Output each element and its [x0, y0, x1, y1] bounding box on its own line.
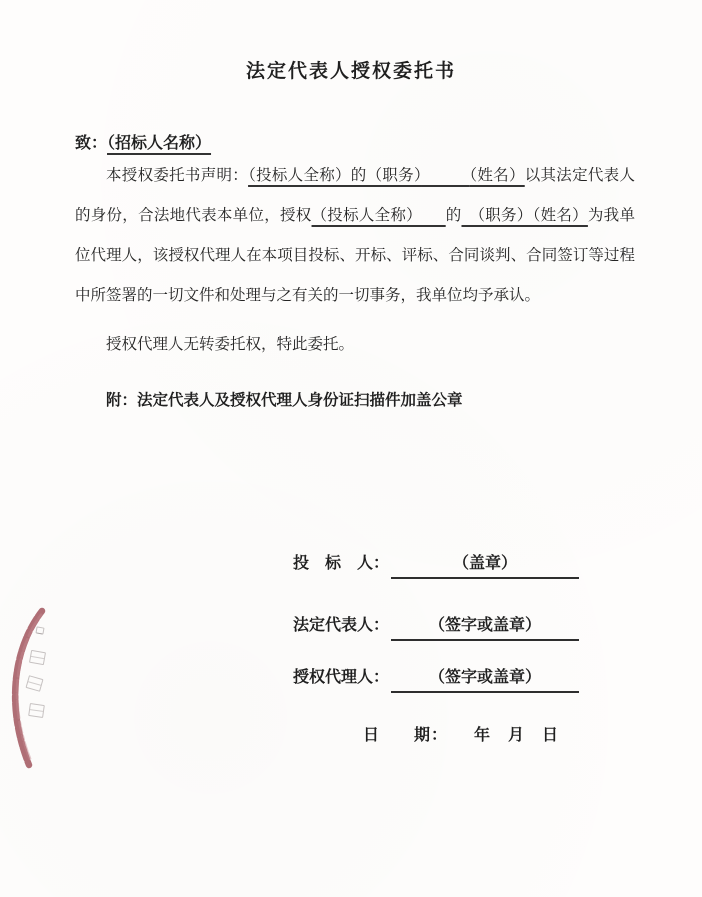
no-subdelegation-line: 授权代理人无转委托权，特此委托。 — [106, 335, 355, 353]
declaration-segment: 以其法定代表人的身份，合法地代表本单位，授权 — [75, 166, 635, 224]
authorized-agent-label: 授权代理人： — [293, 667, 390, 686]
bidder-signature-row — [293, 552, 579, 579]
declaration-blank-title-name: （职务）（姓名） — [461, 206, 588, 224]
declaration-segment: 为我单位代理人，该授权代理人在本项目投标、开标、评标、合同谈判、合同签订等过程中所签署的一切文件和处理与之有关的一切事务，我单位均予承认。 — [75, 206, 635, 304]
attachment-note: 附：法定代表人及授权代理人身份证扫描件加盖公章 — [106, 390, 463, 409]
legal-representative-signature-line: （签字或盖章） — [391, 614, 579, 641]
addressee-prefix: 致： — [75, 133, 108, 152]
declaration-segment: 的 — [445, 206, 462, 224]
declaration-blank-bidder-name: （投标人全称） — [311, 206, 446, 224]
addressee-name-blank: （招标人名称） — [107, 133, 212, 152]
stamp-character-mark — [28, 703, 45, 718]
stamp-character-mark — [29, 650, 46, 665]
declaration-blank-gap — [422, 166, 469, 184]
date-line: 日 期： 年 月 日 — [363, 725, 560, 744]
declaration-segment: 本授权委托书声明： — [106, 166, 249, 184]
declaration-blank-bidder-title: （投标人全称）的（职务） — [248, 166, 422, 184]
partial-red-seal-stamp — [0, 603, 80, 778]
stamp-character-mark — [35, 626, 44, 634]
declaration-paragraph — [75, 155, 635, 315]
declaration-blank-name: （姓名） — [469, 166, 525, 184]
stamp-character-mark — [25, 675, 43, 692]
page-title: 法定代表人授权委托书 — [245, 60, 456, 82]
authorized-agent-signature-line: （签字或盖章） — [391, 666, 579, 693]
stamp-arc — [0, 603, 80, 778]
addressee-line — [75, 130, 211, 153]
bidder-label: 投 标 人： — [293, 553, 390, 572]
legal-representative-signature-row — [293, 614, 579, 641]
bidder-signature-line: （盖章） — [391, 552, 579, 579]
legal-representative-label: 法定代表人： — [293, 615, 390, 634]
authorized-agent-signature-row — [293, 666, 579, 693]
